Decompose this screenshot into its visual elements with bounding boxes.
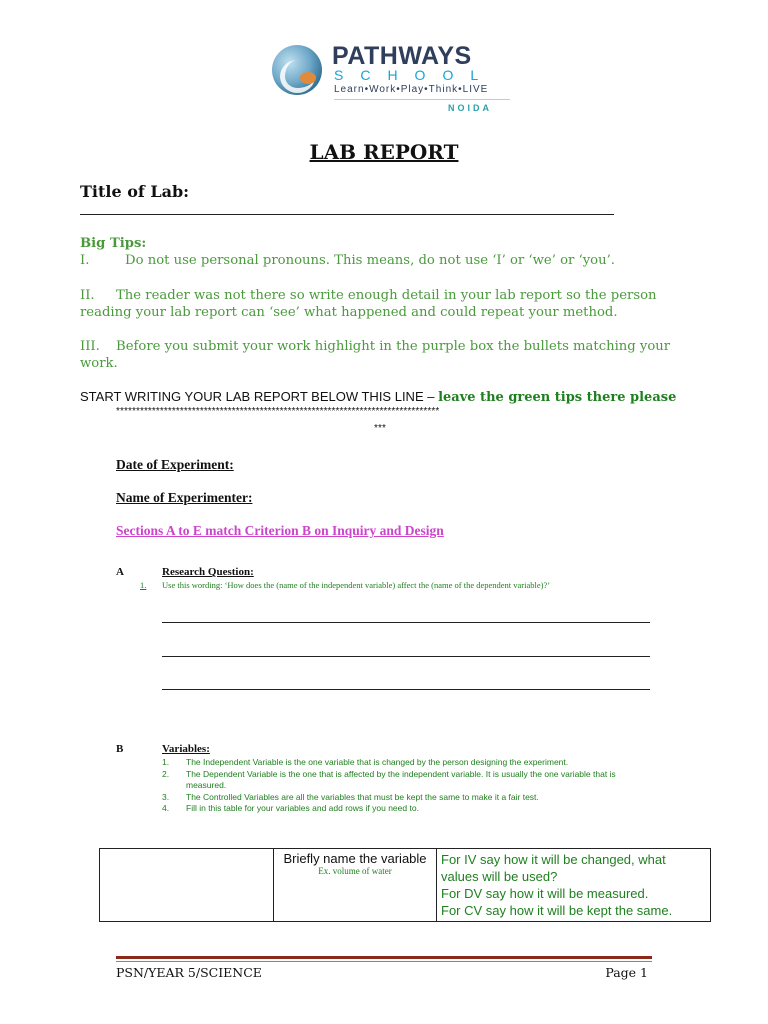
variable-name-header: Briefly name the variable [283, 851, 427, 866]
method-tip-cv: For CV say how it will be kept the same. [441, 903, 673, 918]
section-a-letter: A [116, 566, 124, 578]
start-writing-emphasis: leave the green tips there please [438, 390, 677, 405]
tip-text: The reader was not there so write enough detail in your lab report so the person reading your lab report can ‘see’ what happened and could repeat your method. [80, 288, 657, 320]
tip-text: Do not use personal pronouns. This means, do not use ‘I’ or ‘we’ or ‘you’. [125, 253, 615, 268]
tip-number: 1. [162, 757, 170, 767]
tip-item [80, 287, 708, 321]
separator-stars-tail: *** [374, 423, 386, 434]
separator-stars: ********************************************************************************* [116, 406, 440, 417]
variables-heading: Variables: [162, 743, 210, 755]
research-question-tip [140, 580, 660, 592]
table-cell-variable-type[interactable] [100, 849, 274, 922]
start-writing-text: START WRITING YOUR LAB REPORT BELOW THIS LINE – [80, 389, 439, 404]
tip-number: 1. [140, 580, 147, 590]
variable-name-example: Ex. volume of water [318, 866, 392, 876]
page-title: LAB REPORT [309, 140, 459, 164]
logo-school: SCHOOL [334, 67, 496, 83]
tip-number: 4. [162, 803, 170, 814]
variables-table [99, 848, 711, 922]
date-of-experiment-label: Date of Experiment: [116, 457, 234, 472]
lab-title-label: Title of Lab: [80, 182, 190, 201]
list-item [162, 792, 642, 804]
tip-text: The Controlled Variables are all the variables that must be kept the same to make it a fair test. [186, 791, 539, 802]
footer-divider [116, 956, 652, 959]
tip-number: I. [80, 253, 90, 268]
experimenter-name-label: Name of Experimenter: [116, 490, 253, 505]
answer-line[interactable] [162, 622, 650, 623]
start-writing-instruction [80, 389, 676, 405]
lab-title-line[interactable] [80, 214, 614, 215]
tip-number: II. [80, 288, 95, 303]
tip-item [80, 338, 680, 372]
research-question-heading: Research Question: [162, 566, 254, 578]
tip-number: 2. [162, 768, 170, 779]
table-cell-variable-method[interactable] [437, 849, 711, 922]
logo-sun-icon [300, 72, 316, 84]
table-cell-variable-name[interactable] [274, 849, 437, 922]
table-row [100, 849, 711, 922]
variables-tips-list [162, 757, 642, 815]
tip-item [80, 252, 700, 269]
tip-number: III. [80, 339, 100, 354]
method-tip-iv: For IV say how it will be changed, what values will be used? [441, 852, 666, 884]
tip-text: Before you submit your work highlight in the purple box the bullets matching your work. [80, 339, 671, 371]
footer-page-number: Page 1 [605, 965, 648, 980]
answer-line[interactable] [162, 689, 650, 690]
list-item [162, 769, 622, 792]
criterion-heading: Sections A to E match Criterion B on Inquiry and Design [116, 523, 444, 538]
list-item [162, 757, 642, 769]
tip-text: The Dependent Variable is the one that is affected by the independent variable. It is usually the one variable that is measured. [186, 768, 616, 791]
tip-text: Fill in this table for your variables and add rows if you need to. [186, 803, 419, 814]
section-b-letter: B [116, 743, 124, 755]
tips-heading: Big Tips: [80, 236, 147, 251]
school-logo [272, 42, 512, 114]
list-item [162, 803, 642, 815]
footer-course: PSN/YEAR 5/SCIENCE [116, 965, 262, 980]
answer-line[interactable] [162, 656, 650, 657]
logo-name: PATHWAYS [332, 42, 472, 70]
method-tip-dv: For DV say how it will be measured. [441, 886, 649, 901]
logo-tagline: Learn•Work•Play•Think•LIVE [334, 84, 489, 95]
logo-divider [334, 99, 510, 100]
footer-divider-thin [116, 961, 652, 962]
tip-number: 3. [162, 791, 170, 802]
tip-text: The Independent Variable is the one variable that is changed by the person designing the experiment. [186, 757, 569, 767]
logo-location: NOIDA [448, 103, 492, 113]
tip-text: Use this wording: ‘How does the (name of the independent variable) affect the (name of the dependent variable)?’ [162, 580, 551, 590]
